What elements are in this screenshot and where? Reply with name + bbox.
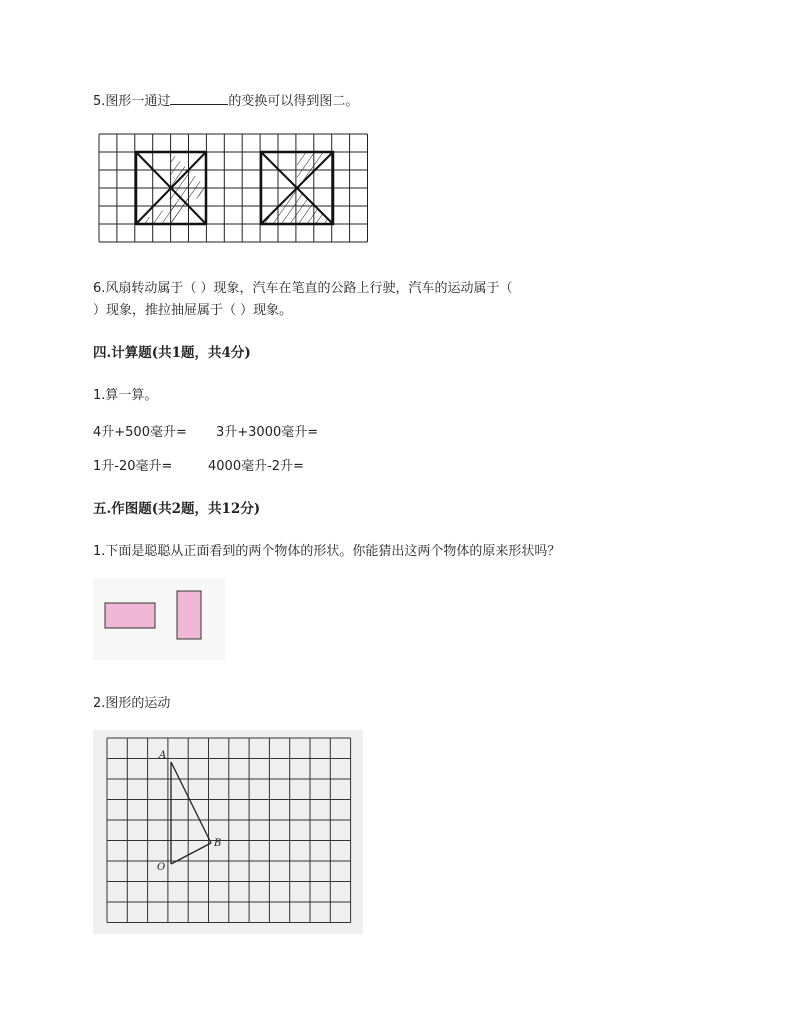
motion-grid-figure bbox=[93, 730, 363, 934]
point-a-label: A bbox=[159, 750, 167, 761]
q6-line-2: ）现象，推拉抽屉属于（ ）现象。 bbox=[93, 303, 293, 318]
point-o-label: O bbox=[157, 862, 166, 873]
s4-q1-title: 1.算一算。 bbox=[93, 388, 158, 403]
q5-grid-figure bbox=[97, 133, 369, 243]
calc-item-1: 4升+500毫升= bbox=[93, 425, 187, 440]
front-view-shapes bbox=[93, 578, 225, 660]
calc-item-4: 4000毫升-2升= bbox=[208, 459, 304, 474]
question-5 bbox=[93, 92, 358, 111]
q5-text-after: 的变换可以得到图二。 bbox=[228, 94, 359, 109]
horizontal-rectangle bbox=[105, 603, 155, 628]
s5-q1-text: 1.下面是聪聪从正面看到的两个物体的形状。你能猜出这两个物体的原来形状吗？ bbox=[93, 544, 561, 559]
calc-item-3: 1升-20毫升= bbox=[93, 459, 173, 474]
q5-answer-blank[interactable] bbox=[170, 92, 228, 105]
point-b-label: B bbox=[214, 838, 222, 849]
q6-line-1: 6.风扇转动属于（ ）现象，汽车在笔直的公路上行驶，汽车的运动属于（ bbox=[93, 281, 513, 296]
section-4-title: 四.计算题(共1题，共4分) bbox=[93, 345, 251, 361]
section-5-title: 五.作图题(共2题，共12分) bbox=[93, 501, 261, 517]
s5-q2-text: 2.图形的运动 bbox=[93, 696, 171, 711]
calc-item-2: 3升+3000毫升= bbox=[216, 425, 319, 440]
vertical-rectangle bbox=[177, 591, 201, 639]
q5-text-before: 5.图形一通过 bbox=[93, 94, 171, 109]
